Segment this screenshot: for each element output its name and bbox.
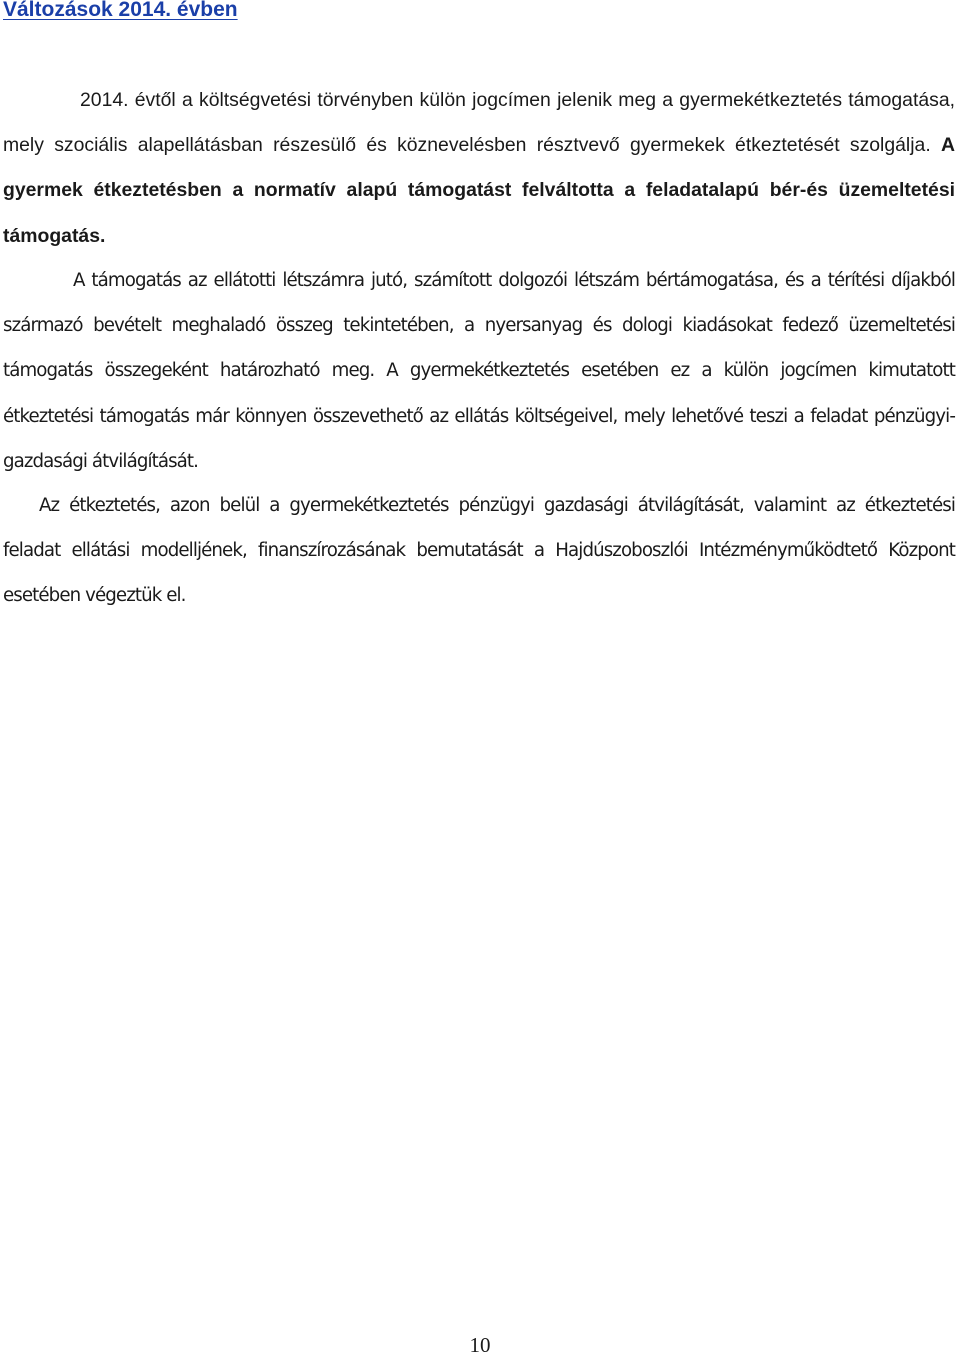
paragraph-regular-text: 2014. évtől a költségvetési törvényben külön jogcímen jelenik meg a gyermekétkeztetés támogatása, mely szociális alapellátásban részesülő és köznevelésben résztvevő gyermekek étkeztetését szolgálja.: [3, 89, 955, 157]
paragraph-changes-2014: [3, 78, 955, 259]
paragraph-audit-scope: Az étkeztetés, azon belül a gyermekétkeztetés pénzügyi gazdasági átvilágítását, valamint az étkeztetési feladat ellátási modelljének, finanszírozásának bemutatását a Hajdúszoboszlói Intézményműködtető Központ esetében végeztük el.: [3, 495, 955, 607]
section-heading: Változások 2014. évben: [3, 0, 238, 21]
paragraph-bold-text: A gyermek étkeztetésben a normatív alapú támogatást felváltotta a feladatalapú bér-és üzemeltetési támogatás.: [3, 134, 955, 247]
page-number: 10: [469, 1333, 491, 1357]
paragraph-support-calculation: A támogatás az ellátotti létszámra jutó, számított dolgozói létszám bértámogatása, és a térítési díjakból származó bevételt meghaladó összeg tekintetében, a nyersanyag és dologi kiadásokat fedező üzemeltetési támogatás összegeként határozható meg. A gyermekétkeztetés esetében ez a külön jogcímen kimutatott étkeztetési támogatás már könnyen összevethető az ellátás költségeivel, mely lehetővé teszi a feladat pénzügyi-gazdasági átvilágítását.: [3, 270, 955, 472]
